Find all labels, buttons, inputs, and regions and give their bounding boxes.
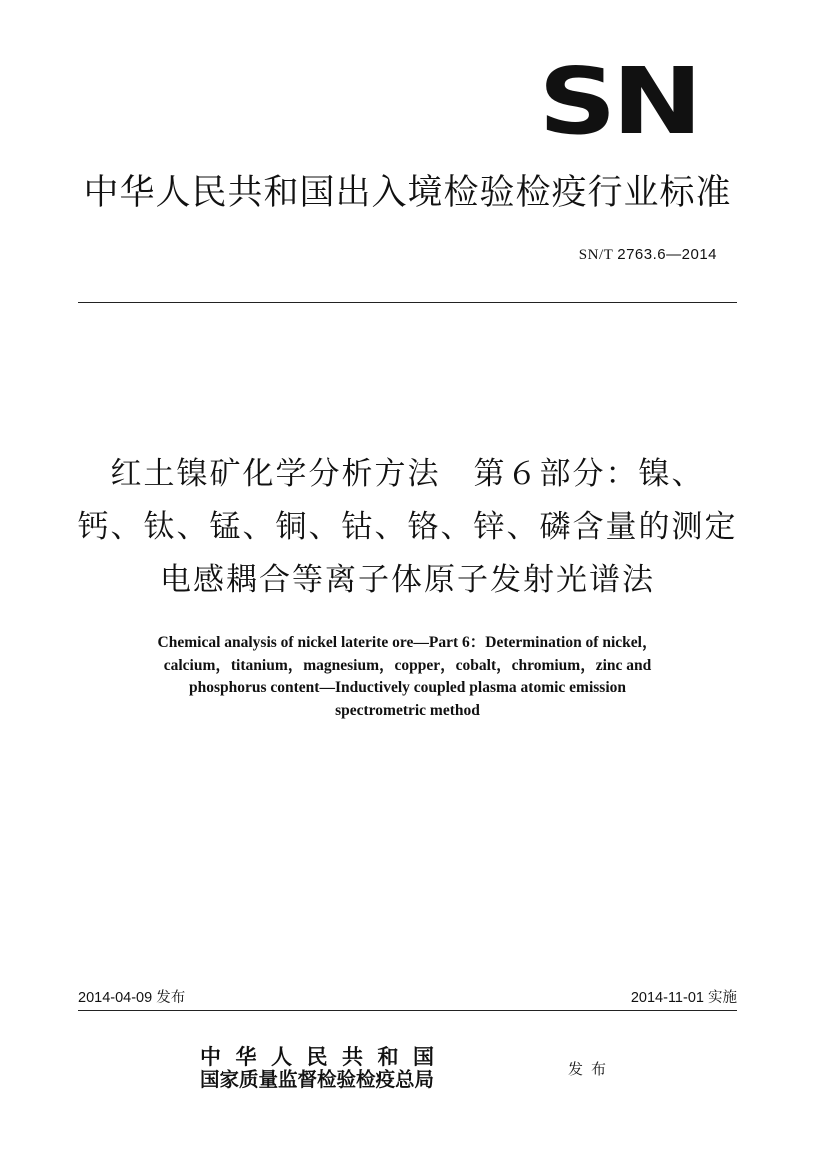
header-divider	[78, 302, 737, 303]
implementation-date-label: 实施	[708, 990, 737, 1006]
sn-logo: SN	[538, 48, 698, 155]
english-title-line-1: Chemical analysis of nickel laterite ore—Part 6：Determination of nickel，	[157, 634, 658, 651]
english-title-line-4: spectrometric method	[335, 701, 480, 719]
english-title-line-3: phosphorus content—Inductively coupled plasma atomic emission	[188, 679, 627, 696]
issuing-authority-title: 中华人民共和国出入境检验检疫行业标准	[83, 173, 732, 213]
chinese-title	[40, 448, 775, 607]
issue-date	[78, 986, 185, 1007]
english-title	[60, 632, 755, 722]
standard-code	[579, 246, 717, 264]
publisher-line-1: 中华人民共和国	[200, 1044, 449, 1069]
publisher	[200, 1046, 449, 1092]
chinese-title-line-2: 钙、钛、锰、铜、钴、铬、锌、磷含量的测定	[77, 509, 738, 545]
standard-code-prefix: SN/T	[578, 247, 613, 263]
implementation-date-value: 2014-11-01	[630, 990, 704, 1006]
chinese-title-line-3: 电感耦合等离子体原子发射光谱法	[160, 562, 655, 598]
english-title-line-2: calcium，titanium，magnesium，copper，cobalt，chromium，zinc and	[163, 656, 652, 674]
implementation-date	[631, 986, 737, 1007]
publisher-suffix: 发布	[568, 1060, 615, 1078]
footer-divider	[78, 1010, 737, 1011]
issue-date-label: 发布	[156, 990, 186, 1006]
issue-date-value: 2014-04-09	[78, 990, 153, 1006]
chinese-title-line-1: 红土镍矿化学分析方法 第６部分：镍、	[110, 456, 705, 492]
publisher-line-2: 国家质量监督检验检疫总局	[200, 1068, 435, 1091]
standard-code-number: 2763.6—2014	[617, 246, 717, 263]
